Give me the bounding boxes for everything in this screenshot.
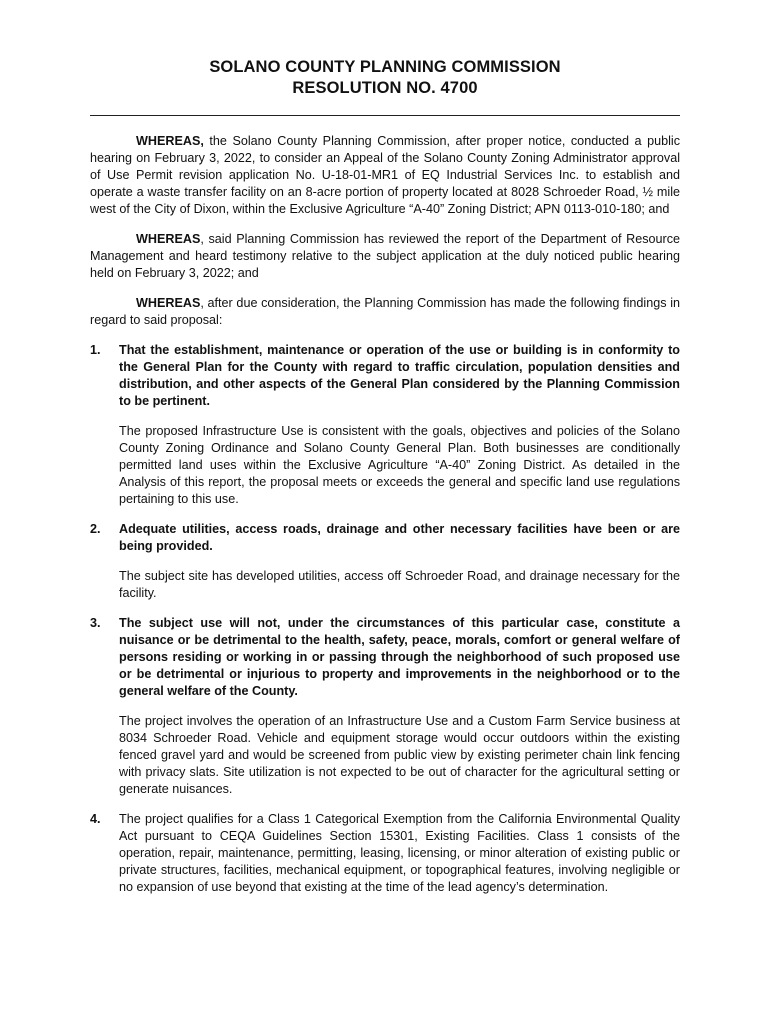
finding-heading: Adequate utilities, access roads, drainage and other necessary facilities have been or are being provided. (119, 522, 680, 553)
title-line-2: RESOLUTION NO. 4700 (292, 79, 478, 97)
whereas-keyword: WHEREAS (136, 232, 201, 246)
finding-3 (90, 615, 680, 798)
title-line-1: SOLANO COUNTY PLANNING COMMISSION (209, 58, 561, 76)
finding-number: 1. (90, 343, 101, 357)
finding-2 (90, 521, 680, 602)
finding-explanation: The proposed Infrastructure Use is consistent with the goals, objectives and policies of the Solano County Zoning Ordinance and Solano County General Plan. Both businesses are conditionally permitted land uses within the Exclusive Agriculture “A-40” Zoning District. As detailed in the Analysis of this report, the proposal meets or exceeds the general and specific land use regulations pertaining to this use. (119, 424, 680, 506)
finding-heading: The subject use will not, under the circumstances of this particular case, constitute a nuisance or be detrimental to the health, safety, peace, morals, comfort or general welfare of persons residing or working in or passing through the neighborhood of such proposed use or be detrimental or injurious to property and improvements in the neighborhood or to the general welfare of the County. (119, 616, 680, 698)
resolution-body (90, 133, 680, 909)
finding-explanation: The subject site has developed utilities, access off Schroeder Road, and drainage necessary for the facility. (119, 569, 680, 600)
whereas-text: the Solano County Planning Commission, after proper notice, conducted a public hearing on February 3, 2022, to consider an Appeal of the Solano County Zoning Administrator approval of Use Permit revision application No. U-18-01-MR1 of EQ Industrial Services Inc. to establish and operate a waste transfer facility on an 8-acre portion of property located at 8028 Schroeder Road, ½ mile west of the City of Dixon, within the Exclusive Agriculture “A-40” Zoning District; APN 0113-010-180; and (90, 134, 680, 216)
whereas-clause-2 (90, 231, 680, 282)
whereas-clause-3 (90, 295, 680, 329)
whereas-keyword: WHEREAS (136, 296, 201, 310)
whereas-keyword: WHEREAS, (136, 134, 204, 148)
finding-number: 3. (90, 616, 101, 630)
finding-1 (90, 342, 680, 508)
whereas-clause-1 (90, 133, 680, 218)
title-divider (90, 115, 680, 116)
whereas-text: , after due consideration, the Planning Commission has made the following findings in regard to said proposal: (90, 296, 680, 327)
whereas-text: , said Planning Commission has reviewed the report of the Department of Resource Management and heard testimony relative to the subject application at the duly noticed public hearing held on February 3, 2022; and (90, 232, 680, 280)
finding-explanation: The project qualifies for a Class 1 Categorical Exemption from the California Environmental Quality Act pursuant to CEQA Guidelines Section 15301, Existing Facilities. Class 1 consists of the operation, repair, maintenance, permitting, leasing, licensing, or minor alteration of existing public or private structures, facilities, mechanical equipment, or topographical features, involving negligible or no expansion of use beyond that existing at the time of the lead agency’s determination. (119, 812, 680, 894)
finding-number: 4. (90, 812, 101, 826)
finding-heading: That the establishment, maintenance or operation of the use or building is in conformity to the General Plan for the County with regard to traffic circulation, population densities and distribution, and other aspects of the General Plan considered by the Planning Commission to be pertinent. (119, 343, 680, 408)
finding-number: 2. (90, 522, 101, 536)
document-title (90, 57, 680, 99)
finding-explanation: The project involves the operation of an Infrastructure Use and a Custom Farm Service business at 8034 Schroeder Road. Vehicle and equipment storage would occur outdoors within the existing fenced gravel yard and would be screened from public view by existing perimeter chain link fencing with privacy slats. Site utilization is not expected to be out of character for the agricultural setting or generate nuisances. (119, 714, 680, 796)
finding-4 (90, 811, 680, 896)
